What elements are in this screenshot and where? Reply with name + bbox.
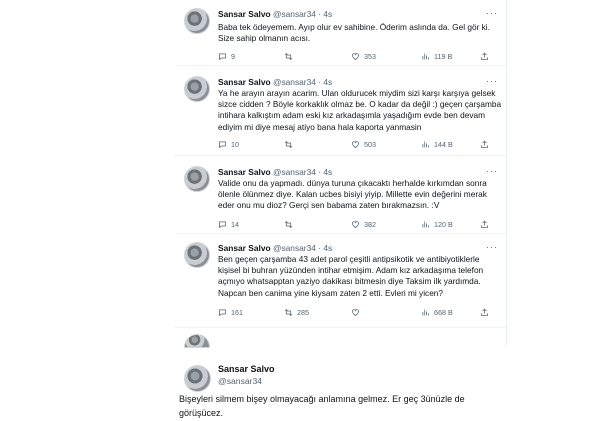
retweet-button[interactable]	[284, 140, 297, 149]
reply-button[interactable]	[218, 308, 243, 317]
tweet-feed	[174, 0, 506, 352]
share-icon	[480, 308, 489, 317]
reply-count: 9	[231, 52, 235, 61]
share-button[interactable]	[480, 220, 489, 229]
reply-button[interactable]	[218, 52, 235, 61]
reply-button[interactable]	[218, 220, 239, 229]
views-button[interactable]	[421, 140, 453, 149]
view-count: 144 B	[434, 140, 453, 149]
author-name[interactable]: Sansar Salvo	[218, 167, 271, 177]
separator-dot: ·	[318, 243, 322, 253]
reply-icon	[218, 52, 227, 61]
author-handle[interactable]: @sansar34	[272, 243, 316, 253]
like-button[interactable]	[351, 220, 376, 229]
analytics-icon	[421, 308, 430, 317]
like-count: 503	[364, 140, 376, 149]
tweet-header	[218, 167, 332, 178]
separator-dot: ·	[318, 167, 322, 177]
retweet-button[interactable]	[284, 52, 297, 61]
analytics-icon	[421, 52, 430, 61]
author-name[interactable]: Sansar Salvo	[218, 9, 271, 19]
like-count: 353	[364, 52, 376, 61]
author-name[interactable]: Sansar Salvo	[218, 77, 271, 87]
views-button[interactable]	[421, 220, 453, 229]
tweet[interactable]	[174, 0, 506, 66]
heart-icon	[351, 52, 360, 61]
timestamp[interactable]: 4s	[323, 9, 333, 19]
separator-dot: ·	[318, 9, 322, 19]
quoted-tweet-card[interactable]	[174, 355, 507, 421]
retweet-button[interactable]	[284, 220, 297, 229]
views-button[interactable]	[421, 308, 453, 317]
heart-icon	[351, 220, 360, 229]
tweet[interactable]	[174, 70, 506, 156]
heart-icon	[351, 308, 360, 317]
author-name[interactable]: Sansar Salvo	[218, 364, 275, 374]
view-count: 668 B	[434, 308, 453, 317]
author-handle[interactable]: @sansar34	[272, 167, 316, 177]
avatar[interactable]	[184, 334, 210, 348]
avatar[interactable]	[184, 76, 210, 102]
share-button[interactable]	[480, 308, 489, 317]
timestamp[interactable]: 4s	[323, 243, 333, 253]
tweet-actions	[218, 308, 488, 320]
tweet[interactable]	[174, 160, 506, 234]
retweet-icon	[284, 308, 293, 317]
share-button[interactable]	[480, 52, 489, 61]
share-icon	[480, 220, 489, 229]
author-handle[interactable]: @sansar34	[272, 77, 316, 87]
views-button[interactable]	[421, 52, 452, 61]
more-options-icon[interactable]: ···	[486, 8, 498, 18]
tweet[interactable]	[174, 236, 506, 328]
more-options-icon[interactable]: ···	[486, 166, 498, 176]
more-options-icon[interactable]: ···	[486, 76, 498, 86]
retweet-button[interactable]	[284, 308, 309, 317]
avatar[interactable]	[184, 365, 211, 392]
share-icon	[480, 52, 489, 61]
analytics-icon	[421, 220, 430, 229]
like-button[interactable]	[351, 308, 364, 317]
heart-icon	[351, 140, 360, 149]
tweet-text: Ya he arayın arayın acarim. Ulan oldurucek miydim sizi karşı karşıya gelsek sizce cidden ? Böyle korkaklık olmaz be. O kadar da değil :) geçen çarşamba intihara kalkıştım adam eski kız arkadaşımla yaşadığım evde ben devam ediyim mi diye mesaj atiyo bana hala kaporta yanmasin	[218, 88, 502, 132]
tweet-header	[218, 77, 332, 88]
tweet-text: Baba tek ödeyemem. Ayıp olur ev sahibine. Öderim aslında da. Gel gör ki. Size sahip olmanın acısı.	[218, 22, 490, 44]
reply-icon	[218, 220, 227, 229]
timestamp[interactable]: 4s	[323, 167, 333, 177]
reply-button[interactable]	[218, 140, 239, 149]
tweet-header	[218, 9, 332, 20]
reply-icon	[218, 140, 227, 149]
feed-border-right	[506, 0, 507, 346]
avatar[interactable]	[184, 242, 210, 268]
tweet-header	[218, 243, 332, 254]
analytics-icon	[421, 140, 430, 149]
tweet-actions	[218, 140, 488, 152]
like-button[interactable]	[351, 52, 376, 61]
tweet-actions	[218, 52, 488, 64]
more-options-icon[interactable]: ···	[486, 242, 498, 252]
avatar[interactable]	[184, 8, 210, 34]
avatar[interactable]	[184, 166, 210, 192]
share-icon	[480, 140, 489, 149]
timestamp[interactable]: 4s	[323, 77, 333, 87]
retweet-icon	[284, 220, 293, 229]
reply-count: 14	[231, 220, 239, 229]
author-name[interactable]: Sansar Salvo	[218, 243, 271, 253]
reply-icon	[218, 308, 227, 317]
retweet-icon	[284, 140, 293, 149]
tweet-text: Ben geçen çarşamba 43 adet parol çeşitli antipsikotik ve antibiyotiklerle kişisel bi buhran yüzünden intihar etmişim. Adam kız arkadaşıma telefon açmıyo whatsapptan yaziyo dakikası bitmesin diye Taksim ilk yardımda. Napcan ben canima yine kiysam zaten 2 etti. Evleri mi yicen?	[218, 254, 484, 298]
view-count: 119 B	[434, 52, 453, 61]
retweet-count: 285	[297, 308, 309, 317]
view-count: 120 B	[434, 220, 453, 229]
tweet-actions	[218, 220, 488, 232]
share-button[interactable]	[480, 140, 489, 149]
reply-count: 10	[231, 140, 239, 149]
like-button[interactable]	[351, 140, 376, 149]
reply-count: 161	[231, 308, 243, 317]
tweet-text: Bişeyleri silmem bişey olmayacağı anlamına gelmez. Er geç 3ünüzle de görüşücez.	[179, 394, 465, 418]
author-handle[interactable]: @sansar34	[272, 9, 316, 19]
tweet-text: Valide onu da yapmadı. dünya turuna çıkacaktı herhalde kırkımdan sonra ölenle ölünmez diye. Kalan ucbes bisiyi yiyip. Millette evin değerini merak eder onu mu dioz? Gerçi sen babama zaten bırakmazsın. :V	[218, 178, 487, 211]
author-handle[interactable]: @sansar34	[218, 376, 263, 386]
retweet-icon	[284, 52, 293, 61]
separator-dot: ·	[318, 77, 322, 87]
like-count: 382	[364, 220, 376, 229]
